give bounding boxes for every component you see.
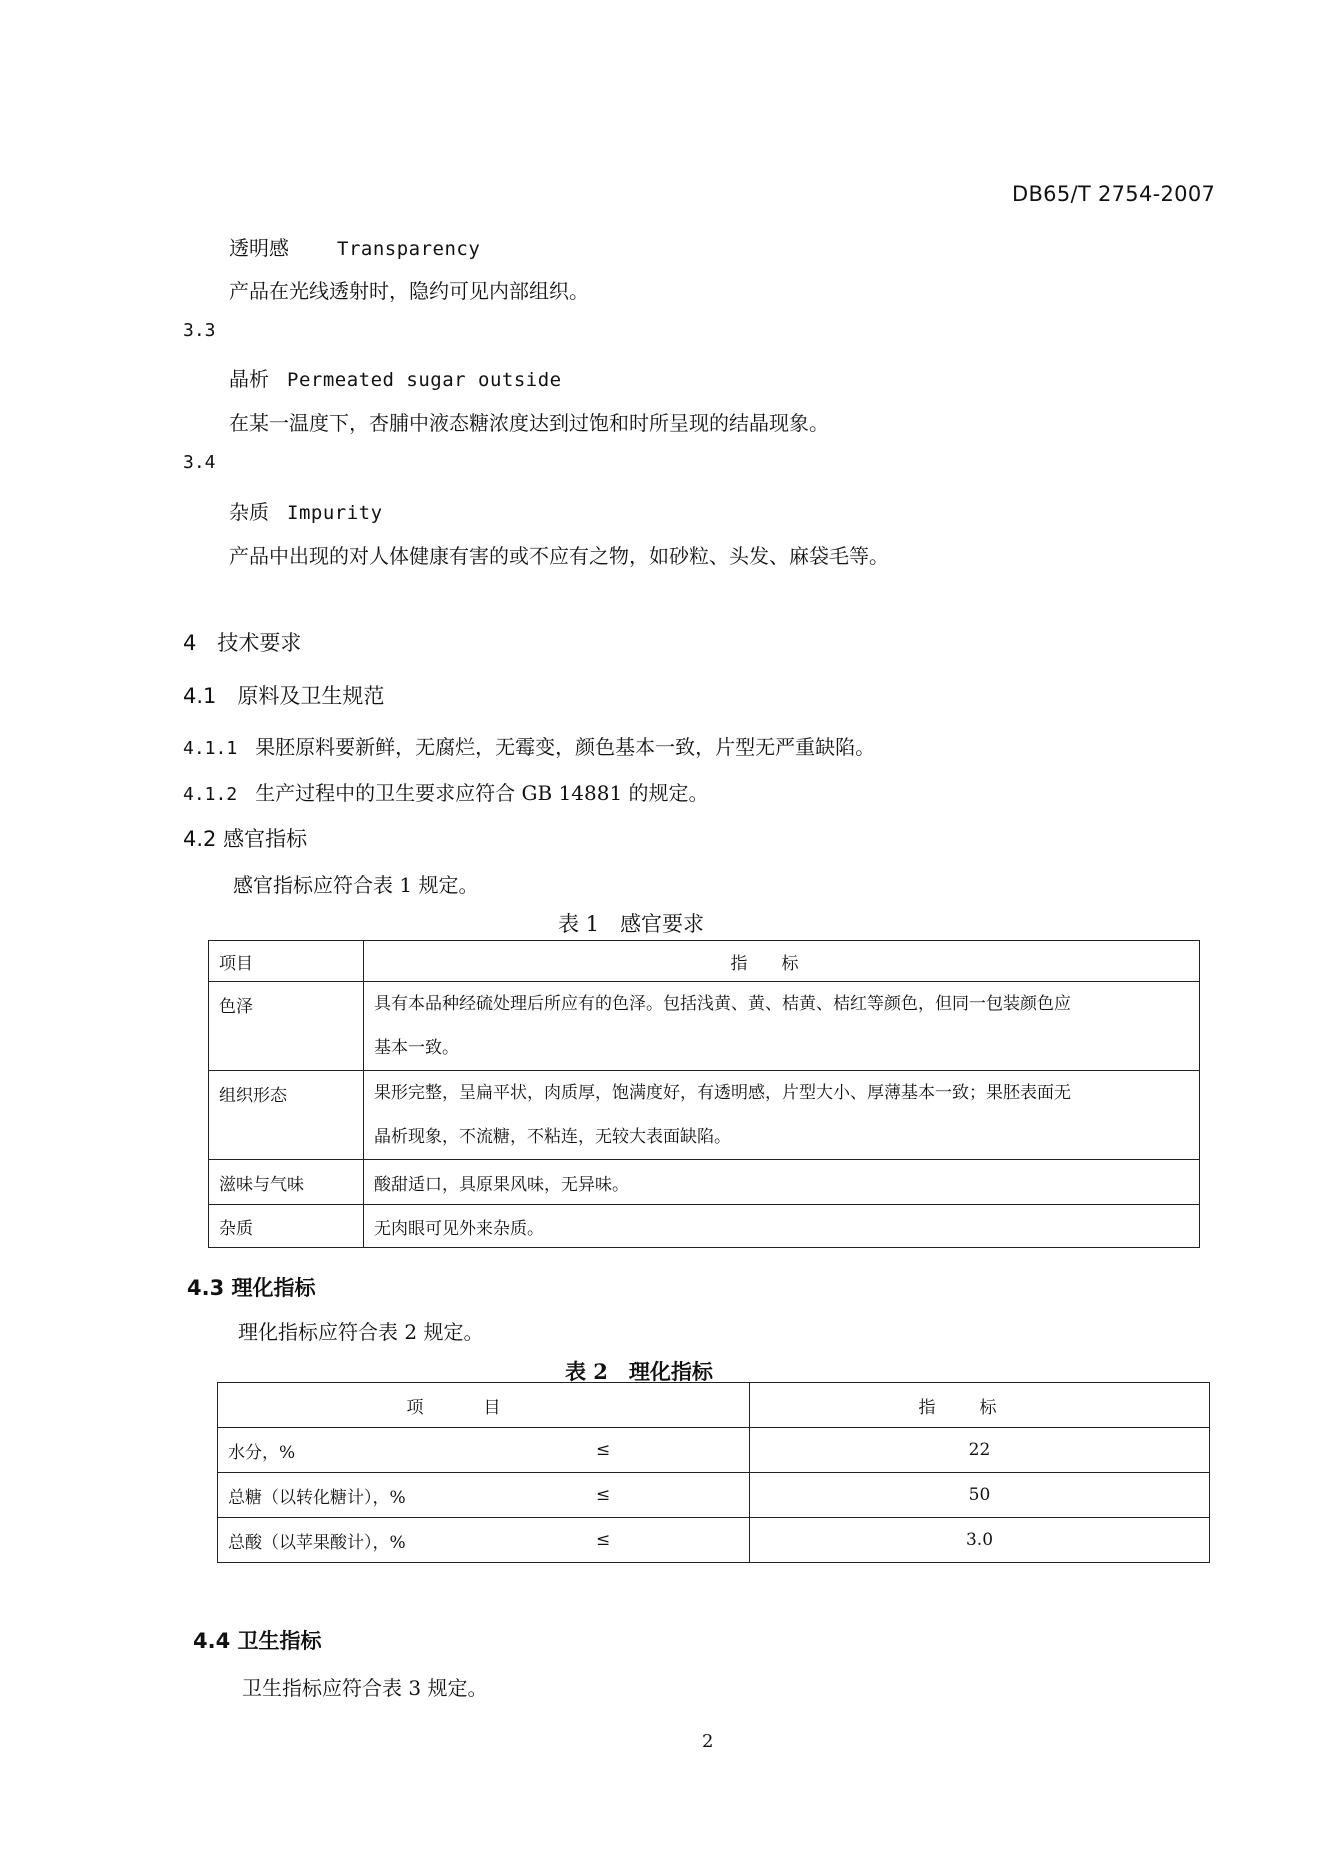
table-cell-value: 22 xyxy=(750,1428,1210,1473)
page-number: 2 xyxy=(702,1731,714,1752)
table-header-row xyxy=(218,1383,1210,1428)
table-caption: 表 2 理化指标 xyxy=(565,1359,713,1384)
term-zh: 杂质 xyxy=(229,500,269,524)
clause-4-1-1 xyxy=(183,731,875,760)
table-cell-item: 滋味与气味 xyxy=(209,1160,364,1205)
item-label: 总糖（以转化糖计），% xyxy=(228,1487,406,1508)
clause-number: 4.1.1 xyxy=(183,738,238,759)
header-cell: 指标 xyxy=(364,941,1200,982)
table-row xyxy=(209,1205,1200,1248)
table-cell-value xyxy=(364,1071,1200,1160)
section-heading-4: 4 技术要求 xyxy=(183,631,302,655)
cell-line: 具有本品种经硫处理后所应有的色泽。包括浅黄、黄、桔黄、桔红等颜色，但同一包装颜色应 xyxy=(374,994,1071,1014)
table-cell-item: 色泽 xyxy=(209,982,364,1071)
item-label: 总酸（以苹果酸计），% xyxy=(228,1532,406,1553)
section-text: 感官指标应符合表 1 规定。 xyxy=(233,873,479,897)
table-cell-value: 3.0 xyxy=(750,1518,1210,1563)
table-cell-item: 组织形态 xyxy=(209,1071,364,1160)
section-heading-4-1: 4.1 原料及卫生规范 xyxy=(183,684,385,708)
table-header-row xyxy=(209,941,1200,982)
term-zh: 晶析 xyxy=(229,367,269,391)
header-cell: 指标 xyxy=(750,1383,1210,1428)
cell-line: 晶析现象，不流糖，不粘连，无较大表面缺陷。 xyxy=(374,1127,731,1147)
term-impurity xyxy=(229,496,383,525)
table-cell-item xyxy=(218,1428,750,1473)
table-cell-value: 酸甜适口，具原果风味，无异味。 xyxy=(364,1160,1200,1205)
section-heading-4-3: 4.3 理化指标 xyxy=(187,1276,316,1300)
clause-number: 4.1.2 xyxy=(183,784,238,805)
table-row xyxy=(209,1160,1200,1205)
term-en: Impurity xyxy=(287,502,383,524)
physicochemical-table xyxy=(217,1382,1210,1563)
leq-symbol: ≤ xyxy=(596,1530,611,1550)
term-definition: 产品在光线透射时，隐约可见内部组织。 xyxy=(229,279,589,303)
leq-symbol: ≤ xyxy=(596,1485,611,1505)
cell-line: 果形完整，呈扁平状，肉质厚，饱满度好，有透明感，片型大小、厚薄基本一致；果胚表面无 xyxy=(374,1083,1071,1103)
clause-number: 3.3 xyxy=(183,320,216,341)
standard-number: DB65/T 2754-2007 xyxy=(1012,182,1216,206)
table-cell-item xyxy=(218,1473,750,1518)
section-text: 理化指标应符合表 2 规定。 xyxy=(238,1320,484,1344)
table-cell-item: 杂质 xyxy=(209,1205,364,1248)
section-text: 卫生指标应符合表 3 规定。 xyxy=(242,1676,488,1700)
table-caption: 表 1 感官要求 xyxy=(558,912,705,936)
table-row xyxy=(209,982,1200,1071)
table-row xyxy=(218,1473,1210,1518)
term-zh: 透明感 xyxy=(229,236,289,260)
sensory-requirements-table xyxy=(208,940,1200,1248)
table-cell-value: 50 xyxy=(750,1473,1210,1518)
clause-4-1-2 xyxy=(183,777,709,806)
term-transparency xyxy=(229,232,480,261)
cell-line: 基本一致。 xyxy=(374,1038,459,1058)
table-cell-item xyxy=(218,1518,750,1563)
table-row xyxy=(218,1518,1210,1563)
term-definition: 在某一温度下，杏脯中液态糖浓度达到过饱和时所呈现的结晶现象。 xyxy=(229,411,829,435)
section-heading-4-4: 4.4 卫生指标 xyxy=(193,1629,322,1653)
table-row xyxy=(209,1071,1200,1160)
table-cell-value: 无肉眼可见外来杂质。 xyxy=(364,1205,1200,1248)
leq-symbol: ≤ xyxy=(596,1440,611,1460)
clause-text: 生产过程中的卫生要求应符合 GB 14881 的规定。 xyxy=(255,781,709,805)
clause-text: 果胚原料要新鲜，无腐烂，无霉变，颜色基本一致，片型无严重缺陷。 xyxy=(255,735,876,759)
clause-number: 3.4 xyxy=(183,452,216,473)
term-en: Transparency xyxy=(337,238,481,260)
table-cell-value xyxy=(364,982,1200,1071)
term-definition: 产品中出现的对人体健康有害的或不应有之物，如砂粒、头发、麻袋毛等。 xyxy=(229,544,889,568)
term-permeated-sugar xyxy=(229,363,562,392)
item-label: 水分，% xyxy=(228,1442,296,1463)
section-heading-4-2: 4.2 感官指标 xyxy=(183,827,308,851)
header-cell: 项目 xyxy=(218,1383,750,1428)
table-row xyxy=(218,1428,1210,1473)
term-en: Permeated sugar outside xyxy=(287,369,562,391)
header-cell: 项目 xyxy=(209,941,364,982)
